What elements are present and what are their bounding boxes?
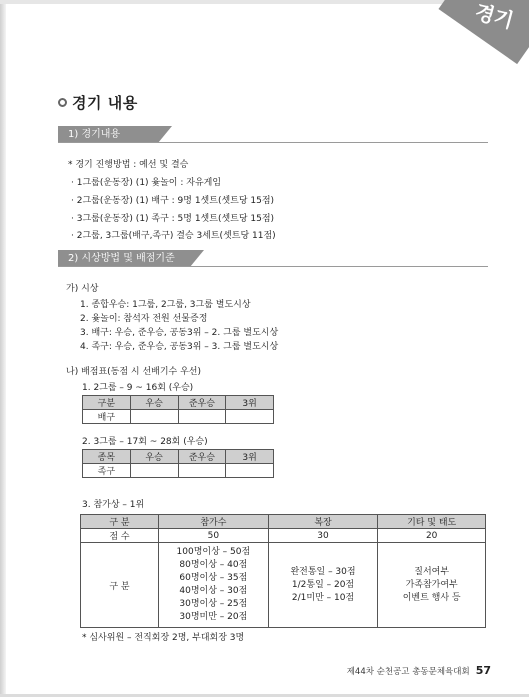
table-2-header: 3위	[226, 450, 274, 464]
ga-item-2: 2. 윷놀이: 참석자 전원 선물증정	[80, 314, 208, 324]
sec1-line-5: · 2그룹, 3그룹(배구,족구) 결승 3세트(셋트당 11점)	[71, 231, 276, 241]
table-1-caption: 1. 2그룹 – 9 ~ 16회 (우승)	[82, 383, 194, 393]
ga-item-3: 3. 배구: 우승, 준우승, 공동3위 – 2. 그룹 별도시상	[80, 328, 279, 338]
attire-line: 완전통일 – 30점	[290, 566, 356, 577]
other-line: 가족참가여부	[405, 579, 458, 590]
ga-item-4: 4. 족구: 우승, 준우승, 공동3위 – 3. 그룹 별도시상	[80, 342, 279, 352]
attire-criteria	[268, 543, 378, 628]
attire-line: 1/2통일 – 20점	[291, 579, 355, 590]
table-3-header: 구 분	[81, 515, 159, 529]
attire-line: 2/1미만 – 10점	[291, 592, 355, 603]
ga-item-1: 1. 종합우승: 1그룹, 2그룹, 3그룹 별도시상	[80, 300, 251, 310]
page-footer	[347, 664, 491, 677]
other-line: 질서여부	[414, 566, 450, 577]
sec1-line-3: · 2그룹(운동장) (1) 배구 : 9명 1셋트(셋트당 15점)	[71, 196, 275, 206]
sec1-line-1: * 경기 진행방법 : 예선 및 결승	[68, 160, 189, 170]
table-2-header: 종목	[83, 450, 131, 464]
page-title-text: 경기 내용	[72, 94, 138, 112]
sec1-line-2: · 1그룹(운동장) (1) 윷놀이 : 자유게임	[71, 178, 222, 188]
ga-heading: 가) 시상	[66, 284, 99, 294]
participation-line: 40명이상 – 30점	[179, 586, 248, 596]
table-2-header: 우승	[130, 450, 178, 464]
judges-note: * 심사위원 – 전직회장 2명, 부대회장 3명	[82, 633, 245, 643]
table-1-cell	[178, 410, 226, 424]
table-1	[82, 395, 274, 424]
table-1-header: 3위	[226, 396, 274, 410]
page-edge	[0, 0, 6, 697]
table-2-cell	[178, 464, 226, 478]
points-label: 점 수	[81, 529, 159, 543]
page-title	[58, 92, 138, 113]
table-1-cell	[130, 410, 178, 424]
participation-line: 100명이상 – 50점	[176, 547, 251, 557]
table-1-header: 준우승	[178, 396, 226, 410]
table-1-header: 우승	[130, 396, 178, 410]
table-2-caption: 2. 3그룹 – 17회 ~ 28회 (우승)	[82, 437, 208, 447]
table-2-cell	[226, 464, 274, 478]
table-2-header: 준우승	[178, 450, 226, 464]
participation-criteria	[159, 543, 269, 628]
table-2-cell: 족구	[83, 464, 131, 478]
participation-line: 30명미만 – 20점	[179, 612, 248, 622]
table-3-header: 참가수	[159, 515, 269, 529]
table-3-caption: 3. 참가상 – 1위	[82, 500, 145, 510]
table-2	[82, 449, 274, 478]
ring-bullet-icon	[58, 98, 67, 107]
sec1-line-4: · 3그룹(운동장) (1) 족구 : 5명 1셋트(셋트당 15점)	[71, 214, 275, 224]
footer-event-name: 제44차 순천공고 총동문체육대회	[346, 667, 470, 677]
points-value: 20	[378, 529, 486, 543]
participation-line: 80명이상 – 40점	[179, 560, 248, 570]
table-1-header: 구분	[83, 396, 131, 410]
table-2-cell	[130, 464, 178, 478]
table-1-cell	[226, 410, 274, 424]
table-3-header: 기타 및 태도	[378, 515, 486, 529]
points-value: 50	[159, 529, 269, 543]
section-2-bar: 2) 시상방법 및 배점기준	[58, 250, 190, 267]
corner-section-tab	[438, 0, 529, 64]
other-line: 이벤트 행사 등	[402, 592, 461, 603]
section-2-underline	[58, 266, 488, 267]
table-3	[80, 514, 486, 628]
corner-tab-label: 경기	[472, 0, 517, 33]
participation-line: 60명이상 – 35점	[179, 573, 248, 583]
page-number: 57	[475, 664, 491, 677]
other-criteria	[378, 543, 486, 628]
section-1-underline	[58, 142, 488, 143]
section-1-bar: 1) 경기내용	[58, 126, 158, 143]
na-heading: 나) 배점표(동점 시 선배기수 우선)	[66, 367, 201, 377]
points-value: 30	[268, 529, 378, 543]
table-1-cell: 배구	[83, 410, 131, 424]
participation-line: 30명이상 – 25점	[179, 599, 248, 609]
criteria-label: 구 분	[81, 543, 159, 628]
table-3-header: 복장	[268, 515, 378, 529]
